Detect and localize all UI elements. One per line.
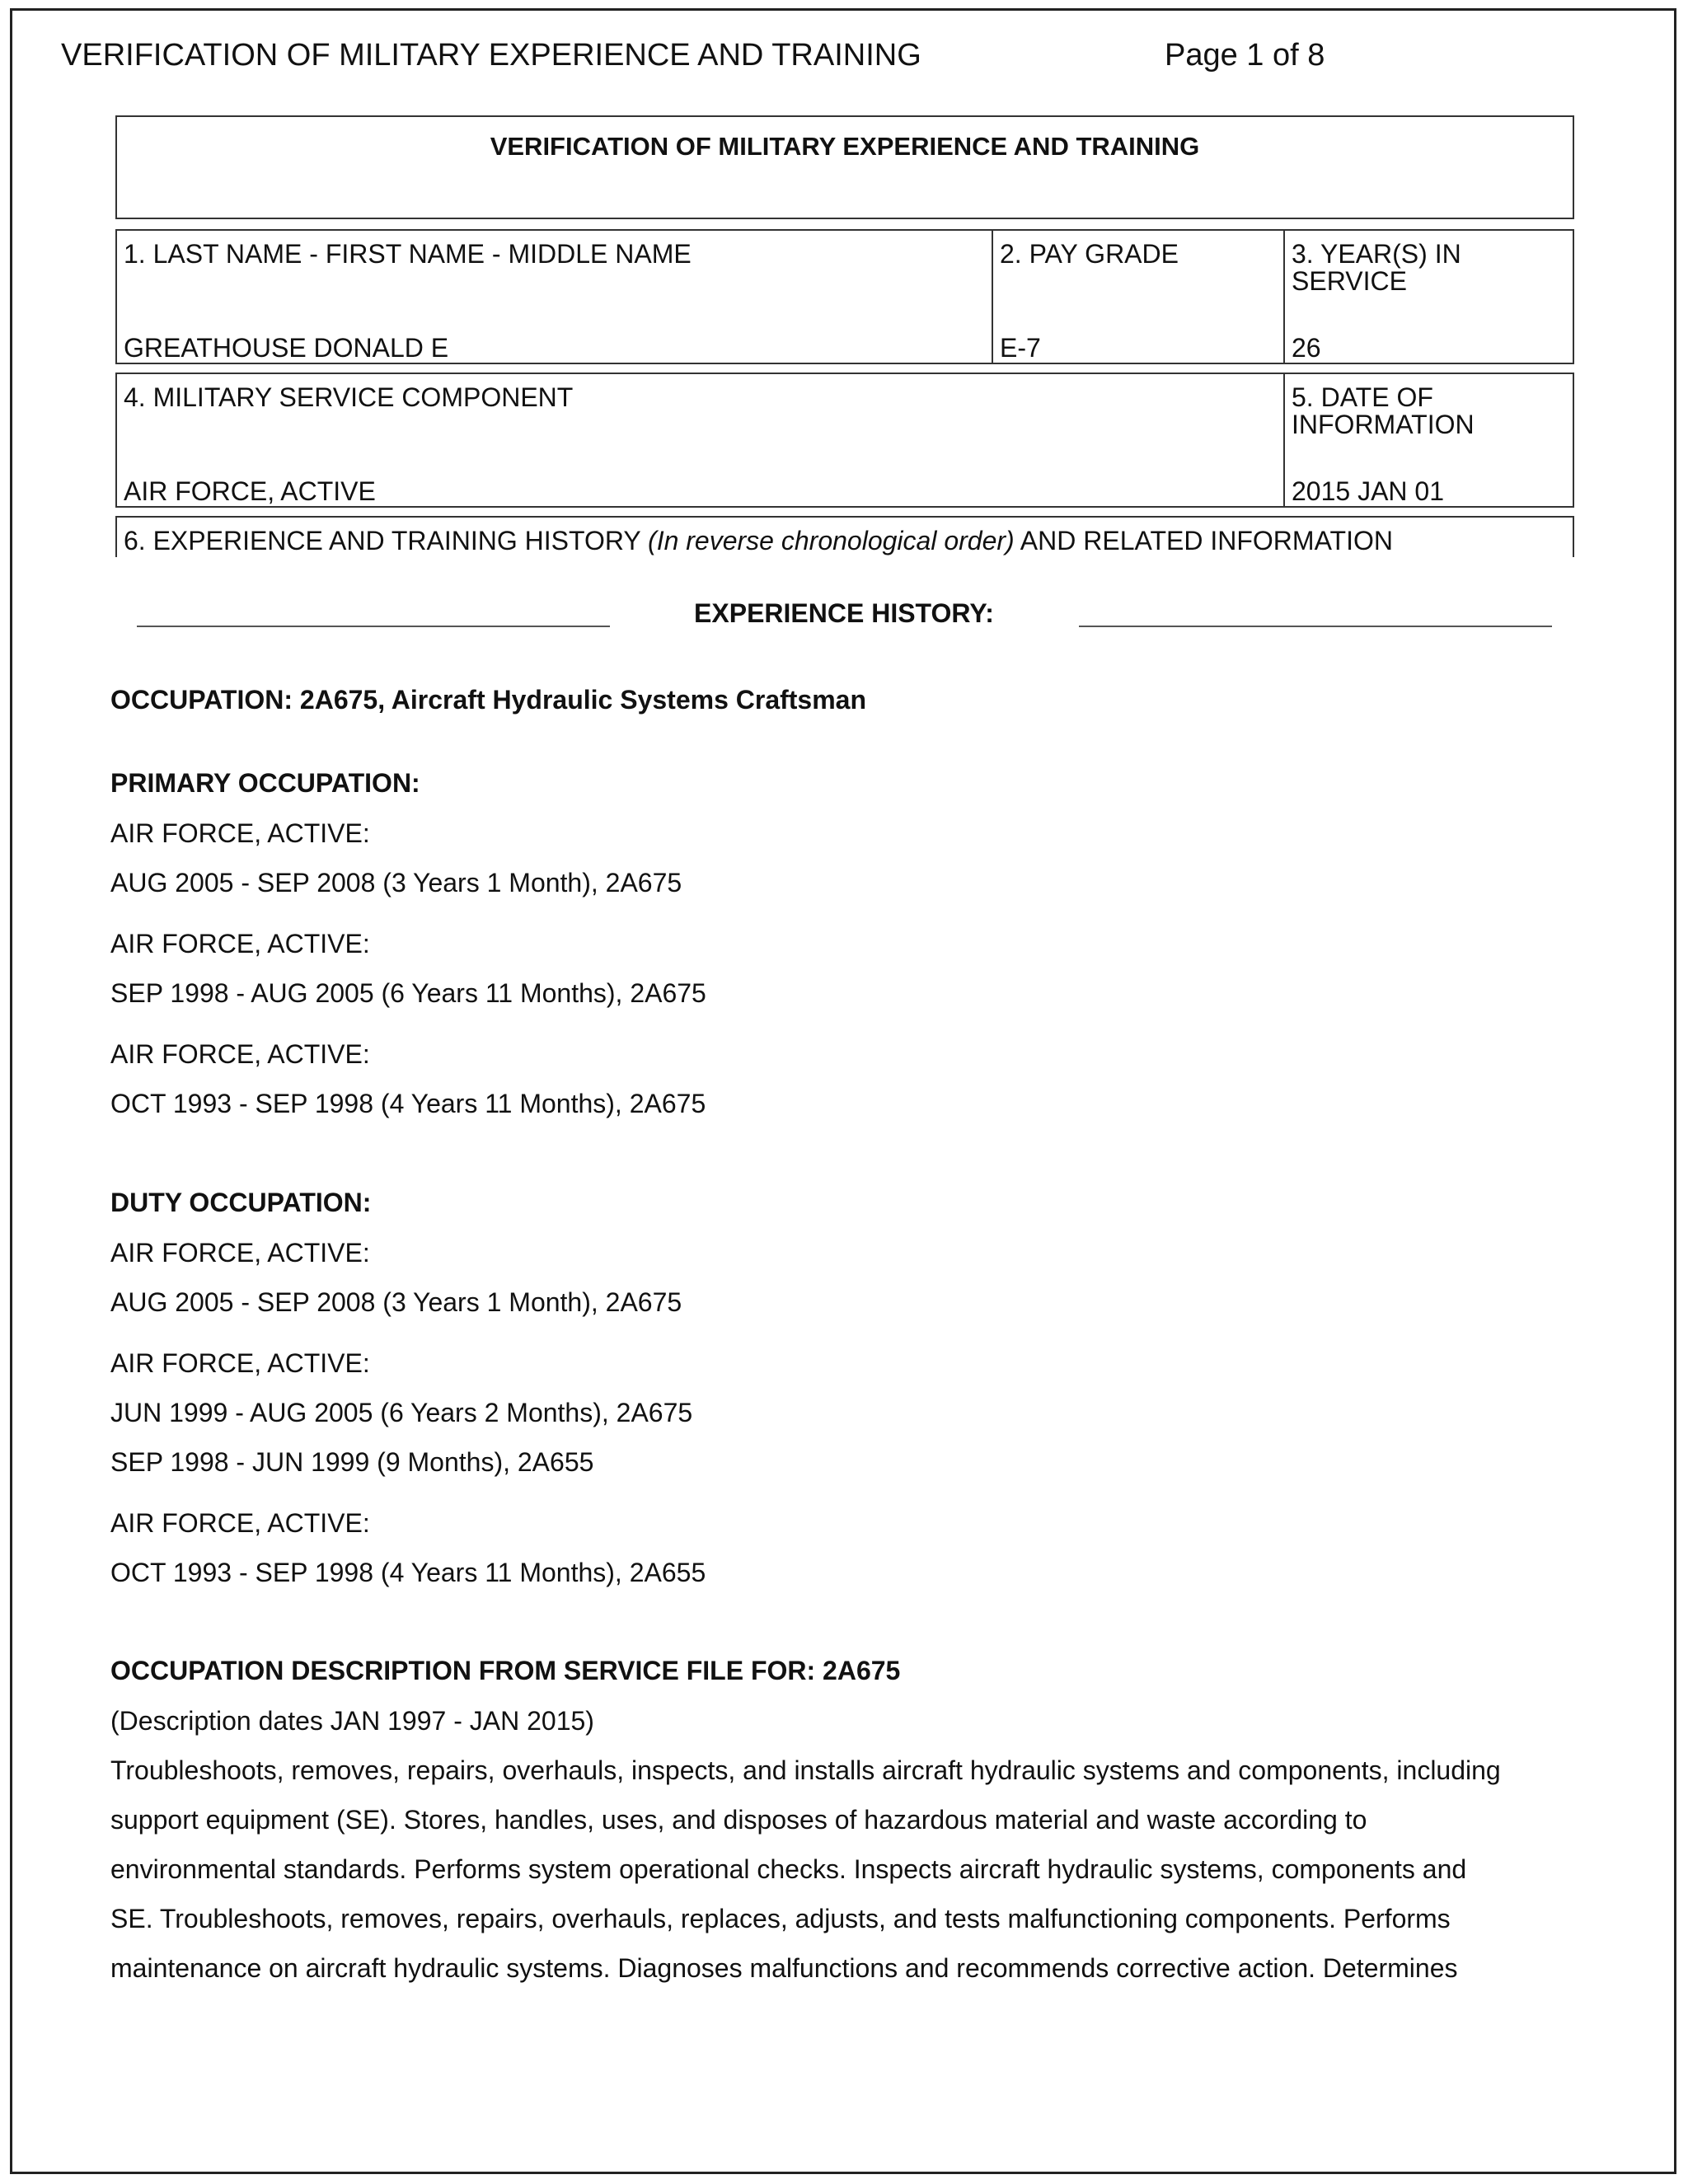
duty-occupation-heading: DUTY OCCUPATION: [110,1188,372,1217]
component-cell [117,374,1283,506]
duty-line: AIR FORCE, ACTIVE: [110,1348,370,1378]
divider-left [137,626,610,627]
description-line: support equipment (SE). Stores, handles, uses, and disposes of hazardous material and waste according to [110,1805,1367,1835]
form-title: VERIFICATION OF MILITARY EXPERIENCE AND TRAINING [490,132,1200,161]
pay-grade-label: 2. PAY GRADE [1000,239,1179,269]
pay-grade-value: E-7 [1000,333,1041,363]
duty-line: SEP 1998 - JUN 1999 (9 Months), 2A655 [110,1447,594,1477]
component-label: 4. MILITARY SERVICE COMPONENT [124,382,574,412]
date-label: 5. DATE OF INFORMATION [1292,382,1475,439]
years-label: 3. YEAR(S) IN SERVICE [1292,239,1461,296]
duty-line: OCT 1993 - SEP 1998 (4 Years 11 Months), 2A655 [110,1558,706,1587]
description-line: Troubleshoots, removes, repairs, overhauls, inspects, and installs aircraft hydraulic systems and components, including [110,1755,1501,1785]
description-dates: (Description dates JAN 1997 - JAN 2015) [110,1706,594,1736]
duty-line: AIR FORCE, ACTIVE: [110,1508,370,1538]
years-value: 26 [1292,333,1321,363]
form-title-box [115,115,1574,219]
document-header-title: VERIFICATION OF MILITARY EXPERIENCE AND TRAINING [61,38,921,73]
personal-info-row [115,229,1574,364]
name-label: 1. LAST NAME - FIRST NAME - MIDDLE NAME [124,239,692,269]
experience-history-title: EXPERIENCE HISTORY: [694,598,994,628]
history-heading-box [115,516,1574,557]
primary-line: OCT 1993 - SEP 1998 (4 Years 11 Months), 2A675 [110,1089,706,1118]
description-line: maintenance on aircraft hydraulic systems. Diagnoses malfunctions and recommends corrective action. Determines [110,1953,1458,1983]
component-value: AIR FORCE, ACTIVE [124,476,376,506]
history-heading-suffix: AND RELATED INFORMATION [1020,526,1393,555]
description-line: environmental standards. Performs system operational checks. Inspects aircraft hydraulic systems, components and [110,1854,1467,1884]
duty-line: AUG 2005 - SEP 2008 (3 Years 1 Month), 2A675 [110,1287,682,1317]
divider-right [1079,626,1552,627]
years-cell [1283,231,1573,363]
primary-line: AIR FORCE, ACTIVE: [110,818,370,848]
primary-line: AIR FORCE, ACTIVE: [110,929,370,958]
history-heading-italic: (In reverse chronological order) [648,526,1015,555]
duty-line: JUN 1999 - AUG 2005 (6 Years 2 Months), 2A675 [110,1398,693,1427]
date-cell [1283,374,1573,506]
primary-line: SEP 1998 - AUG 2005 (6 Years 11 Months), 2A675 [110,978,706,1008]
history-heading-prefix: 6. EXPERIENCE AND TRAINING HISTORY [124,526,641,555]
description-line: SE. Troubleshoots, removes, repairs, overhauls, replaces, adjusts, and tests malfunctioning components. Performs [110,1904,1451,1933]
primary-occupation-heading: PRIMARY OCCUPATION: [110,768,420,798]
component-row [115,373,1574,508]
page-number: Page 1 of 8 [1165,38,1325,73]
pay-grade-cell [992,231,1283,363]
description-heading: OCCUPATION DESCRIPTION FROM SERVICE FILE FOR: 2A675 [110,1656,901,1685]
date-value: 2015 JAN 01 [1292,476,1445,506]
occupation-title: OCCUPATION: 2A675, Aircraft Hydraulic Systems Craftsman [110,685,867,715]
primary-line: AIR FORCE, ACTIVE: [110,1039,370,1069]
primary-line: AUG 2005 - SEP 2008 (3 Years 1 Month), 2A675 [110,868,682,898]
name-cell [117,231,992,363]
name-value: GREATHOUSE DONALD E [124,333,449,363]
history-heading [124,526,1393,556]
duty-line: AIR FORCE, ACTIVE: [110,1238,370,1268]
